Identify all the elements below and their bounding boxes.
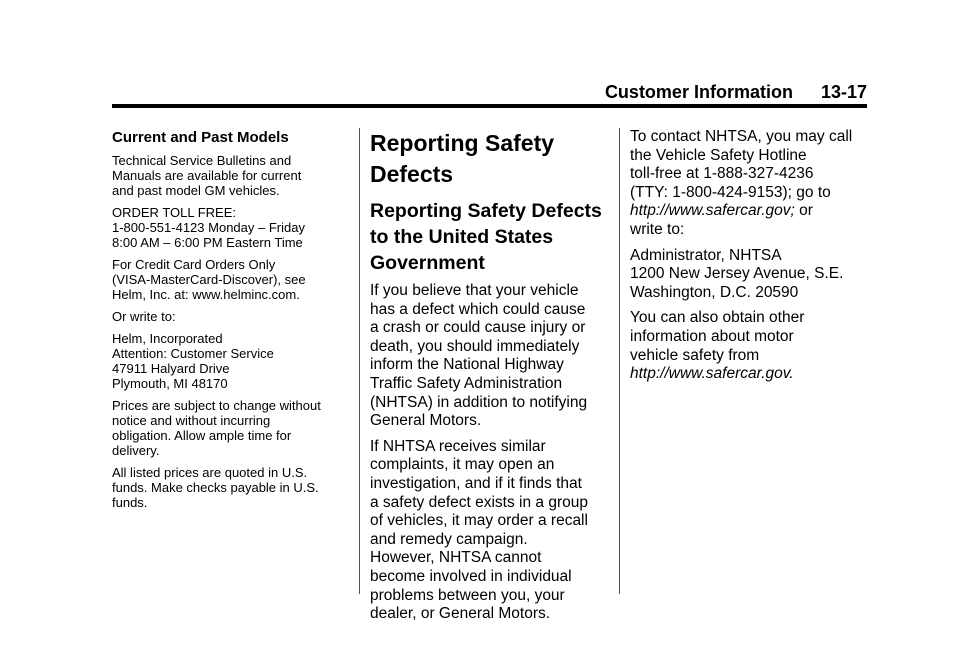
header-rule	[112, 104, 867, 108]
text-line: 1200 New Jersey Avenue, S.E.	[630, 265, 844, 283]
text-line: death, you should immediately	[370, 337, 580, 355]
contact-last-line: write to:	[630, 220, 685, 238]
info-lines	[630, 309, 868, 365]
text-line: If you believe that your vehicle	[370, 282, 579, 299]
text-line: Technical Service Bulletins and	[112, 153, 292, 168]
text-line: General Motors.	[370, 412, 482, 430]
text-line: the Vehicle Safety Hotline	[630, 146, 807, 164]
link-suffix: or	[794, 202, 813, 220]
text-line: Or write to:	[112, 309, 176, 324]
text-line: ORDER TOLL FREE:	[112, 205, 237, 220]
link-line	[630, 202, 868, 221]
text-line: to the United States	[370, 226, 554, 248]
text-line: 1-800-551-4123 Monday – Friday	[112, 220, 305, 235]
column-left	[112, 128, 352, 517]
column-divider-2	[619, 128, 620, 594]
text-line: funds.	[112, 495, 148, 510]
contact-paragraph	[630, 128, 868, 240]
paragraph	[370, 438, 606, 624]
paragraph	[112, 257, 352, 302]
paragraph	[112, 205, 352, 250]
text-line: a crash or could cause injury or	[370, 319, 586, 337]
page-number: 13-17	[820, 82, 867, 102]
column-middle	[370, 128, 606, 631]
column-divider-1	[359, 128, 360, 594]
text-line: Government	[370, 252, 485, 274]
info-paragraph	[630, 309, 868, 383]
text-line: Reporting Safety	[370, 130, 555, 156]
text-line: funds. Make checks payable in U.S.	[112, 480, 319, 495]
text-line: Manuals are available for current	[112, 168, 302, 183]
safercar-link-2[interactable]: http://www.safercar.gov.	[630, 365, 794, 383]
text-line: If NHTSA receives similar	[370, 437, 546, 455]
text-line: Plymouth, MI 48170	[112, 376, 228, 391]
text-line: vehicle safety from	[630, 346, 760, 364]
address-block	[112, 331, 352, 391]
text-line: become involved in individual	[370, 567, 572, 585]
text-line: and past model GM vehicles.	[112, 183, 280, 198]
text-line: and remedy campaign.	[370, 530, 528, 548]
text-line: Reporting Safety Defects	[370, 200, 602, 222]
text-line: complaints, it may open an	[370, 456, 555, 474]
text-line: a safety defect exists in a group	[370, 493, 588, 511]
text-line: 8:00 AM – 6:00 PM Eastern Time	[112, 235, 303, 250]
paragraph	[370, 282, 606, 431]
text-line: investigation, and if it finds that	[370, 474, 582, 492]
text-line: However, NHTSA cannot	[370, 549, 542, 567]
paragraph	[112, 309, 352, 324]
text-line: (TTY: 1-800-424-9153); go to	[630, 183, 831, 201]
safercar-link[interactable]: http://www.safercar.gov;	[630, 202, 795, 220]
paragraph	[112, 153, 352, 198]
text-line: (VISA-MasterCard-Discover), see	[112, 272, 306, 287]
text-line: You can also obtain other	[630, 309, 805, 327]
reporting-us-government-heading	[370, 198, 606, 276]
paragraph	[112, 465, 352, 510]
text-line: Administrator, NHTSA	[630, 246, 782, 264]
text-line: toll-free at 1-888-327-4236	[630, 165, 814, 183]
text-line: problems between you, your	[370, 586, 565, 604]
contact-lines	[630, 128, 868, 202]
text-line: Washington, D.C. 20590	[630, 283, 799, 301]
text-line: Prices are subject to change without	[112, 398, 321, 413]
text-line: dealer, or General Motors.	[370, 605, 551, 623]
section-title: Customer Information	[604, 82, 793, 102]
text-line: 47911 Halyard Drive	[112, 361, 230, 376]
text-line: delivery.	[112, 443, 160, 458]
text-line: For Credit Card Orders Only	[112, 257, 276, 272]
text-line: Attention: Customer Service	[112, 346, 274, 361]
column-right	[630, 128, 868, 391]
text-line: of vehicles, it may order a recall	[370, 512, 588, 530]
reporting-safety-defects-heading	[370, 128, 606, 190]
text-line: (NHTSA) in addition to notifying	[370, 393, 588, 411]
text-line: To contact NHTSA, you may call	[630, 128, 853, 145]
text-line: Helm, Incorporated	[112, 331, 223, 346]
text-line: All listed prices are quoted in U.S.	[112, 465, 308, 480]
page-header	[112, 82, 867, 104]
text-line: obligation. Allow ample time for	[112, 428, 292, 443]
text-line: notice and without incurring	[112, 413, 271, 428]
text-line: Traffic Safety Administration	[370, 374, 563, 392]
text-line: inform the National Highway	[370, 356, 564, 374]
text-line: Defects	[370, 161, 454, 187]
paragraph	[112, 398, 352, 458]
address-block	[630, 247, 868, 303]
text-line: has a defect which could cause	[370, 300, 586, 318]
text-line: information about motor	[630, 327, 794, 345]
current-past-models-heading: Current and Past Models	[112, 129, 289, 146]
text-line: Helm, Inc. at: www.helminc.com.	[112, 287, 300, 302]
